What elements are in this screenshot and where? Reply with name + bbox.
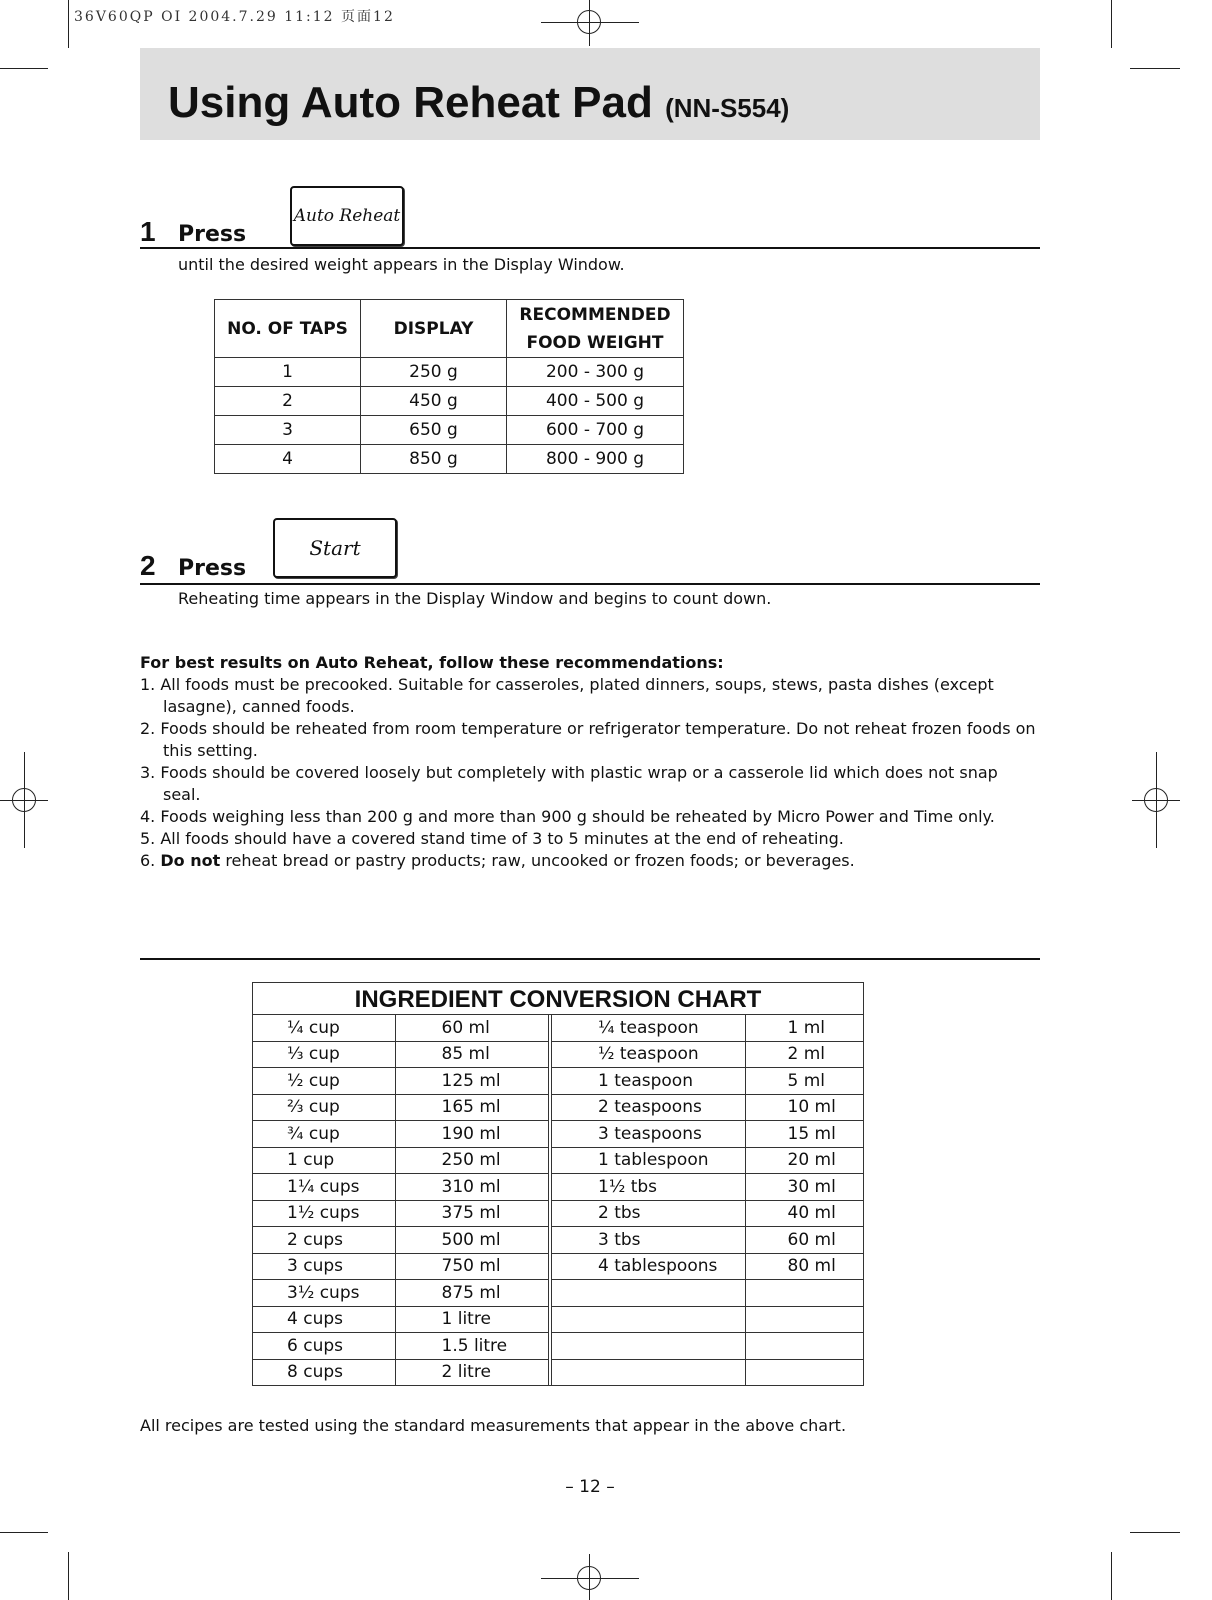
cup-ml-cell: 375 ml	[395, 1200, 550, 1227]
step-2-number: 2	[140, 550, 156, 581]
cup-ml-cell: 190 ml	[395, 1121, 550, 1148]
table-row	[253, 1359, 863, 1385]
spoon-ml-cell	[745, 1333, 863, 1360]
taps-header-weight-line1: RECOMMENDED	[519, 304, 671, 325]
crop-mark	[68, 1552, 69, 1600]
taps-header-taps: NO. OF TAPS	[215, 300, 361, 358]
table-row	[215, 387, 684, 416]
display-cell: 850 g	[361, 445, 507, 474]
cup-measure-cell: 6 cups	[253, 1333, 395, 1360]
registration-mark	[577, 1566, 601, 1590]
spoon-ml-cell: 5 ml	[745, 1068, 863, 1095]
spoon-measure-cell: ¼ teaspoon	[550, 1015, 745, 1041]
recommendation-item: 3. Foods should be covered loosely but completely with plastic wrap or a casserole lid which does not snap seal.	[140, 763, 998, 804]
spoon-ml-cell: 40 ml	[745, 1200, 863, 1227]
step-1-rule	[140, 247, 1040, 249]
cup-measure-cell: ¼ cup	[253, 1015, 395, 1041]
taps-cell: 3	[215, 416, 361, 445]
registration-mark	[577, 10, 601, 34]
display-cell: 450 g	[361, 387, 507, 416]
recommendations-heading: For best results on Auto Reheat, follow these recommendations:	[140, 653, 724, 672]
spoon-measure-cell: 3 tbs	[550, 1227, 745, 1254]
spoon-measure-cell	[550, 1306, 745, 1333]
page-number: – 12 –	[565, 1477, 615, 1497]
spoon-measure-cell: 2 tbs	[550, 1200, 745, 1227]
spoon-ml-cell: 10 ml	[745, 1094, 863, 1121]
conversion-table	[253, 1015, 863, 1385]
weight-cell: 400 - 500 g	[507, 387, 684, 416]
table-row	[253, 1041, 863, 1068]
display-cell: 250 g	[361, 358, 507, 387]
cup-ml-cell: 250 ml	[395, 1147, 550, 1174]
table-row	[215, 416, 684, 445]
table-row	[253, 1068, 863, 1095]
cup-measure-cell: 4 cups	[253, 1306, 395, 1333]
crop-mark	[1130, 1532, 1180, 1533]
spoon-measure-cell	[550, 1280, 745, 1307]
recommendation-6-emphasis: Do not	[160, 851, 221, 870]
cup-ml-cell: 1 litre	[395, 1306, 550, 1333]
crop-mark	[68, 0, 69, 48]
section-divider	[140, 958, 1040, 960]
cup-measure-cell: 2 cups	[253, 1227, 395, 1254]
table-row	[253, 1015, 863, 1041]
recommendations	[140, 652, 1040, 872]
recommendation-item: 5. All foods should have a covered stand time of 3 to 5 minutes at the end of reheating.	[140, 829, 844, 848]
display-cell: 650 g	[361, 416, 507, 445]
table-row	[253, 1280, 863, 1307]
page-title-model: (NN-S554)	[665, 93, 790, 123]
cup-measure-cell: 3½ cups	[253, 1280, 395, 1307]
auto-reheat-key[interactable]: Auto Reheat	[290, 186, 404, 246]
cup-measure-cell: ⅓ cup	[253, 1041, 395, 1068]
cup-ml-cell: 1.5 litre	[395, 1333, 550, 1360]
cup-measure-cell: 8 cups	[253, 1359, 395, 1385]
crop-mark	[1130, 68, 1180, 69]
table-row	[253, 1174, 863, 1201]
cup-ml-cell: 310 ml	[395, 1174, 550, 1201]
taps-cell: 4	[215, 445, 361, 474]
cup-ml-cell: 165 ml	[395, 1094, 550, 1121]
table-row	[253, 1306, 863, 1333]
spoon-measure-cell	[550, 1333, 745, 1360]
step-2-press-label: Press	[178, 556, 247, 581]
spoon-ml-cell	[745, 1306, 863, 1333]
spoon-ml-cell	[745, 1359, 863, 1385]
cup-measure-cell: ⅔ cup	[253, 1094, 395, 1121]
crop-mark	[1111, 0, 1112, 48]
crop-mark	[0, 68, 48, 69]
spoon-measure-cell: ½ teaspoon	[550, 1041, 745, 1068]
spoon-measure-cell: 3 teaspoons	[550, 1121, 745, 1148]
table-row	[253, 1227, 863, 1254]
table-row	[253, 1253, 863, 1280]
spoon-ml-cell	[745, 1280, 863, 1307]
crop-mark	[1111, 1552, 1112, 1600]
taps-header-weight-line2: FOOD WEIGHT	[526, 332, 664, 353]
taps-cell: 2	[215, 387, 361, 416]
print-slug: 36V60QP OI 2004.7.29 11:12 页面12	[74, 9, 395, 25]
recommendation-6-text: reheat bread or pastry products; raw, uncooked or frozen foods; or beverages.	[220, 851, 855, 870]
table-row	[253, 1121, 863, 1148]
cup-measure-cell: ½ cup	[253, 1068, 395, 1095]
recommendation-item	[140, 850, 1040, 872]
step-2-instruction: Reheating time appears in the Display Window and begins to count down.	[178, 589, 772, 608]
cup-measure-cell: 1 cup	[253, 1147, 395, 1174]
spoon-measure-cell: 1½ tbs	[550, 1174, 745, 1201]
table-row	[253, 1200, 863, 1227]
spoon-ml-cell: 1 ml	[745, 1015, 863, 1041]
page-title-main: Using Auto Reheat Pad	[168, 78, 653, 127]
cup-ml-cell: 875 ml	[395, 1280, 550, 1307]
recommendation-item: 2. Foods should be reheated from room temperature or refrigerator temperature. Do not reheat frozen foods on this setting.	[140, 719, 1036, 760]
weight-cell: 600 - 700 g	[507, 416, 684, 445]
spoon-ml-cell: 30 ml	[745, 1174, 863, 1201]
table-row	[253, 1094, 863, 1121]
step-1-press-label: Press	[178, 222, 247, 247]
cup-ml-cell: 85 ml	[395, 1041, 550, 1068]
spoon-ml-cell: 2 ml	[745, 1041, 863, 1068]
cup-measure-cell: 1½ cups	[253, 1200, 395, 1227]
table-row	[253, 1147, 863, 1174]
recommendation-item: 1. All foods must be precooked. Suitable for casseroles, plated dinners, soups, stews, pasta dishes (except lasagne), canned foods.	[140, 675, 994, 716]
taps-cell: 1	[215, 358, 361, 387]
cup-ml-cell: 60 ml	[395, 1015, 550, 1041]
footnote: All recipes are tested using the standard measurements that appear in the above chart.	[140, 1416, 847, 1435]
spoon-ml-cell: 60 ml	[745, 1227, 863, 1254]
table-row	[215, 445, 684, 474]
cup-ml-cell: 2 litre	[395, 1359, 550, 1385]
cup-measure-cell: 1¼ cups	[253, 1174, 395, 1201]
taps-header-weight	[507, 300, 684, 358]
spoon-measure-cell: 2 teaspoons	[550, 1094, 745, 1121]
cup-measure-cell: ¾ cup	[253, 1121, 395, 1148]
cup-ml-cell: 750 ml	[395, 1253, 550, 1280]
step-1-number: 1	[140, 216, 156, 247]
page-title	[168, 78, 789, 128]
start-key[interactable]: Start	[273, 518, 397, 578]
taps-table	[214, 299, 684, 474]
taps-header-display: DISPLAY	[361, 300, 507, 358]
spoon-measure-cell: 1 tablespoon	[550, 1147, 745, 1174]
spoon-ml-cell: 20 ml	[745, 1147, 863, 1174]
crop-mark	[0, 1532, 48, 1533]
recommendation-item: 4. Foods weighing less than 200 g and more than 900 g should be reheated by Micro Power and Time only.	[140, 807, 995, 826]
step-2-rule	[140, 583, 1040, 585]
weight-cell: 200 - 300 g	[507, 358, 684, 387]
cup-measure-cell: 3 cups	[253, 1253, 395, 1280]
conversion-chart-title: INGREDIENT CONVERSION CHART	[253, 983, 863, 1015]
registration-mark	[1144, 788, 1168, 812]
cup-ml-cell: 500 ml	[395, 1227, 550, 1254]
recommendation-6-prefix: 6.	[140, 851, 161, 870]
cup-ml-cell: 125 ml	[395, 1068, 550, 1095]
step-1-instruction: until the desired weight appears in the Display Window.	[178, 255, 625, 274]
conversion-chart	[252, 982, 864, 1386]
spoon-measure-cell: 1 teaspoon	[550, 1068, 745, 1095]
table-row	[253, 1333, 863, 1360]
spoon-measure-cell: 4 tablespoons	[550, 1253, 745, 1280]
spoon-measure-cell	[550, 1359, 745, 1385]
registration-mark	[12, 788, 36, 812]
spoon-ml-cell: 80 ml	[745, 1253, 863, 1280]
spoon-ml-cell: 15 ml	[745, 1121, 863, 1148]
table-row	[215, 358, 684, 387]
weight-cell: 800 - 900 g	[507, 445, 684, 474]
